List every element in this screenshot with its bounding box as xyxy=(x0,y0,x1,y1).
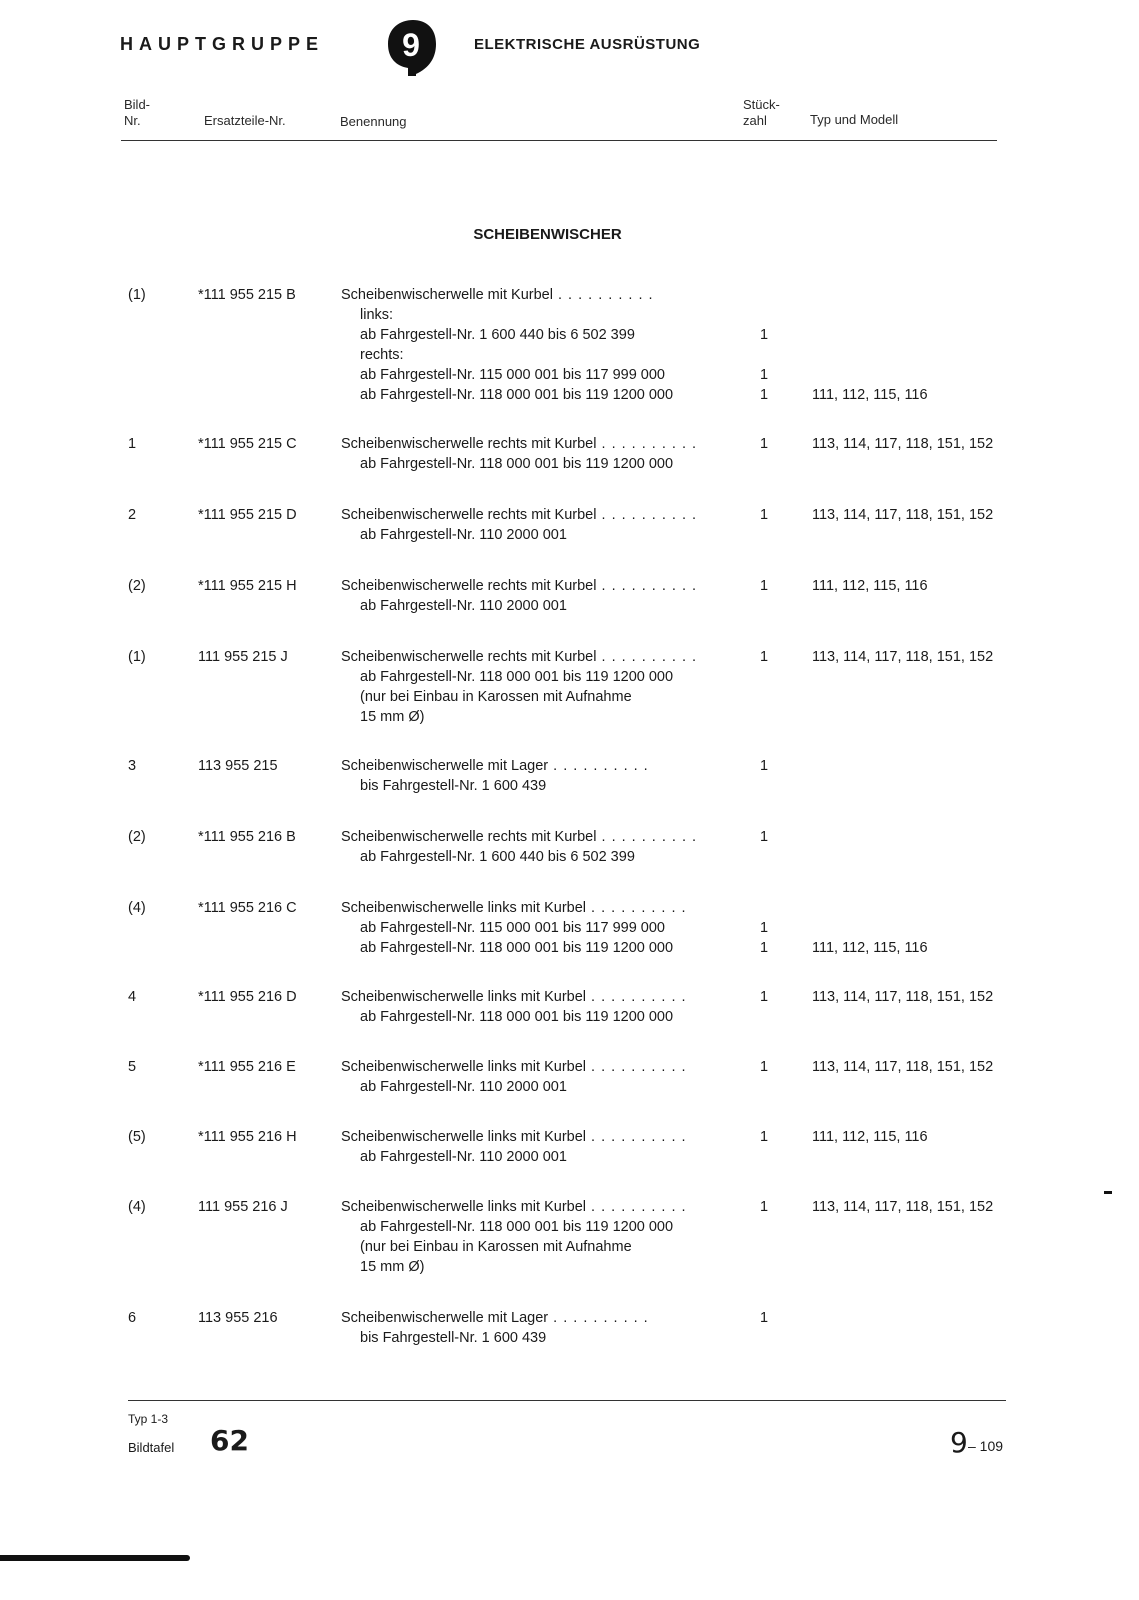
bildtafel-number: 62 xyxy=(210,1424,249,1457)
part-detail: (nur bei Einbau in Karossen mit Aufnahme xyxy=(360,1239,632,1255)
part-detail: bis Fahrgestell-Nr. 1 600 439 xyxy=(360,1330,547,1346)
section-heading: SCHEIBENWISCHER xyxy=(473,226,622,243)
part-number: 111 955 216 J xyxy=(198,1199,288,1215)
page-number-minor: – 109 xyxy=(968,1438,1004,1454)
part-detail: links: xyxy=(360,307,394,323)
bild-nr: (4) xyxy=(128,1199,146,1215)
part-number: *111 955 216 D xyxy=(198,989,297,1005)
type-model: 111, 112, 115, 116 xyxy=(812,578,928,594)
part-number: *111 955 215 H xyxy=(198,578,297,594)
type-model: 111, 112, 115, 116 xyxy=(812,940,928,956)
bild-nr: 1 xyxy=(128,436,137,452)
bild-nr: (2) xyxy=(128,578,146,594)
col-bild-nr xyxy=(124,97,150,129)
quantity: 1 xyxy=(760,1129,769,1145)
part-number: *111 955 215 C xyxy=(198,436,297,452)
type-model: 111, 112, 115, 116 xyxy=(812,387,928,403)
typ-label: Typ 1-3 xyxy=(128,1412,169,1426)
part-detail: ab Fahrgestell-Nr. 1 600 440 bis 6 502 399 xyxy=(360,849,635,865)
quantity: 1 xyxy=(760,327,769,343)
quantity: 1 xyxy=(760,436,769,452)
part-detail: ab Fahrgestell-Nr. 110 2000 001 xyxy=(360,1149,567,1165)
part-detail: ab Fahrgestell-Nr. 118 000 001 bis 119 1200 000 xyxy=(360,940,674,956)
part-name: Scheibenwischerwelle links mit Kurbel . . . xyxy=(341,987,687,1007)
part-detail: ab Fahrgestell-Nr. 110 2000 001 xyxy=(360,527,567,543)
quantity: 1 xyxy=(760,1310,769,1326)
part-number: *111 955 216 H xyxy=(198,1129,297,1145)
part-name: Scheibenwischerwelle rechts mit Kurbel . . . xyxy=(341,576,697,596)
quantity: 1 xyxy=(760,940,769,956)
part-number: 113 955 215 xyxy=(198,758,278,774)
type-model: 113, 114, 117, 118, 151, 152 xyxy=(812,1059,994,1075)
col-bild-nr-line2: Nr. xyxy=(124,113,141,128)
part-number: *111 955 215 B xyxy=(198,287,296,303)
col-ersatzteile-nr: Ersatzteile-Nr. xyxy=(204,113,286,128)
part-detail: ab Fahrgestell-Nr. 110 2000 001 xyxy=(360,598,567,614)
quantity: 1 xyxy=(760,758,769,774)
quantity: 1 xyxy=(760,649,769,665)
bild-nr: 3 xyxy=(128,758,137,774)
bild-nr: (1) xyxy=(128,649,146,665)
part-name: Scheibenwischerwelle links mit Kurbel . . . xyxy=(341,1197,687,1217)
scan-edge-mark xyxy=(0,1555,190,1561)
part-detail: ab Fahrgestell-Nr. 118 000 001 bis 119 1200 000 xyxy=(360,669,674,685)
type-model: 111, 112, 115, 116 xyxy=(812,1129,928,1145)
quantity: 1 xyxy=(760,920,769,936)
type-model: 113, 114, 117, 118, 151, 152 xyxy=(812,649,994,665)
part-detail: ab Fahrgestell-Nr. 118 000 001 bis 119 1200 000 xyxy=(360,387,674,403)
col-stueckzahl-line2: zahl xyxy=(743,113,767,128)
quantity: 1 xyxy=(760,829,769,845)
part-number: *111 955 216 B xyxy=(198,829,296,845)
quantity: 1 xyxy=(760,387,769,403)
quantity: 1 xyxy=(760,578,769,594)
quantity: 1 xyxy=(760,989,769,1005)
page-number-major: 9 xyxy=(950,1426,968,1459)
type-model: 113, 114, 117, 118, 151, 152 xyxy=(812,989,994,1005)
part-name: Scheibenwischerwelle mit Lager . . . xyxy=(341,1308,649,1328)
group-number-badge xyxy=(386,20,436,76)
type-model: 113, 114, 117, 118, 151, 152 xyxy=(812,1199,994,1215)
part-detail: ab Fahrgestell-Nr. 115 000 001 bis 117 999 000 xyxy=(360,920,665,936)
group-number: 9 xyxy=(402,27,420,63)
part-name: Scheibenwischerwelle rechts mit Kurbel . . . xyxy=(341,505,697,525)
bild-nr: 5 xyxy=(128,1059,137,1075)
part-name: Scheibenwischerwelle links mit Kurbel . . . xyxy=(341,1127,687,1147)
header-rule xyxy=(121,140,997,141)
bild-nr: 2 xyxy=(128,507,137,523)
bild-nr: 6 xyxy=(128,1310,137,1326)
part-detail: ab Fahrgestell-Nr. 118 000 001 bis 119 1200 000 xyxy=(360,1009,674,1025)
bild-nr: (4) xyxy=(128,900,146,916)
quantity: 1 xyxy=(760,507,769,523)
footer-rule xyxy=(128,1400,1006,1401)
part-detail: ab Fahrgestell-Nr. 115 000 001 bis 117 999 000 xyxy=(360,367,665,383)
part-number: *111 955 216 C xyxy=(198,900,297,916)
part-detail: 15 mm Ø) xyxy=(360,709,425,725)
col-stueckzahl xyxy=(743,97,780,129)
part-name: Scheibenwischerwelle links mit Kurbel . . . xyxy=(341,898,687,918)
part-name: Scheibenwischerwelle links mit Kurbel . . . xyxy=(341,1057,687,1077)
quantity: 1 xyxy=(760,1059,769,1075)
part-number: 113 955 216 xyxy=(198,1310,278,1326)
part-detail: rechts: xyxy=(360,347,404,363)
part-detail: 15 mm Ø) xyxy=(360,1259,425,1275)
col-typ-modell: Typ und Modell xyxy=(810,112,899,127)
quantity: 1 xyxy=(760,367,769,383)
col-benennung: Benennung xyxy=(340,114,407,129)
part-detail: ab Fahrgestell-Nr. 110 2000 001 xyxy=(360,1079,567,1095)
section-title: ELEKTRISCHE AUSRÜSTUNG xyxy=(474,36,701,53)
part-detail: (nur bei Einbau in Karossen mit Aufnahme xyxy=(360,689,632,705)
part-name: Scheibenwischerwelle rechts mit Kurbel . . . xyxy=(341,827,697,847)
part-detail: bis Fahrgestell-Nr. 1 600 439 xyxy=(360,778,547,794)
scan-mark xyxy=(1104,1191,1112,1194)
part-name: Scheibenwischerwelle rechts mit Kurbel . . . xyxy=(341,434,697,454)
col-stueckzahl-line1: Stück- xyxy=(743,97,780,112)
part-number: *111 955 216 E xyxy=(198,1059,296,1075)
part-number: 111 955 215 J xyxy=(198,649,288,665)
bild-nr: (5) xyxy=(128,1129,146,1145)
part-detail: ab Fahrgestell-Nr. 118 000 001 bis 119 1200 000 xyxy=(360,456,674,472)
part-name: Scheibenwischerwelle rechts mit Kurbel . . . xyxy=(341,647,697,667)
part-name: Scheibenwischerwelle mit Lager . . . xyxy=(341,756,649,776)
bild-nr: (1) xyxy=(128,287,146,303)
col-bild-nr-line1: Bild- xyxy=(124,97,151,112)
group-label: HAUPTGRUPPE xyxy=(120,34,325,54)
part-number: *111 955 215 D xyxy=(198,507,297,523)
bild-nr: 4 xyxy=(128,989,137,1005)
type-model: 113, 114, 117, 118, 151, 152 xyxy=(812,436,994,452)
quantity: 1 xyxy=(760,1199,769,1215)
bild-nr: (2) xyxy=(128,829,146,845)
part-name: Scheibenwischerwelle mit Kurbel . . . xyxy=(341,285,654,305)
part-detail: ab Fahrgestell-Nr. 118 000 001 bis 119 1200 000 xyxy=(360,1219,674,1235)
bildtafel-label: Bildtafel xyxy=(128,1440,175,1455)
part-detail: ab Fahrgestell-Nr. 1 600 440 bis 6 502 399 xyxy=(360,327,635,343)
type-model: 113, 114, 117, 118, 151, 152 xyxy=(812,507,994,523)
